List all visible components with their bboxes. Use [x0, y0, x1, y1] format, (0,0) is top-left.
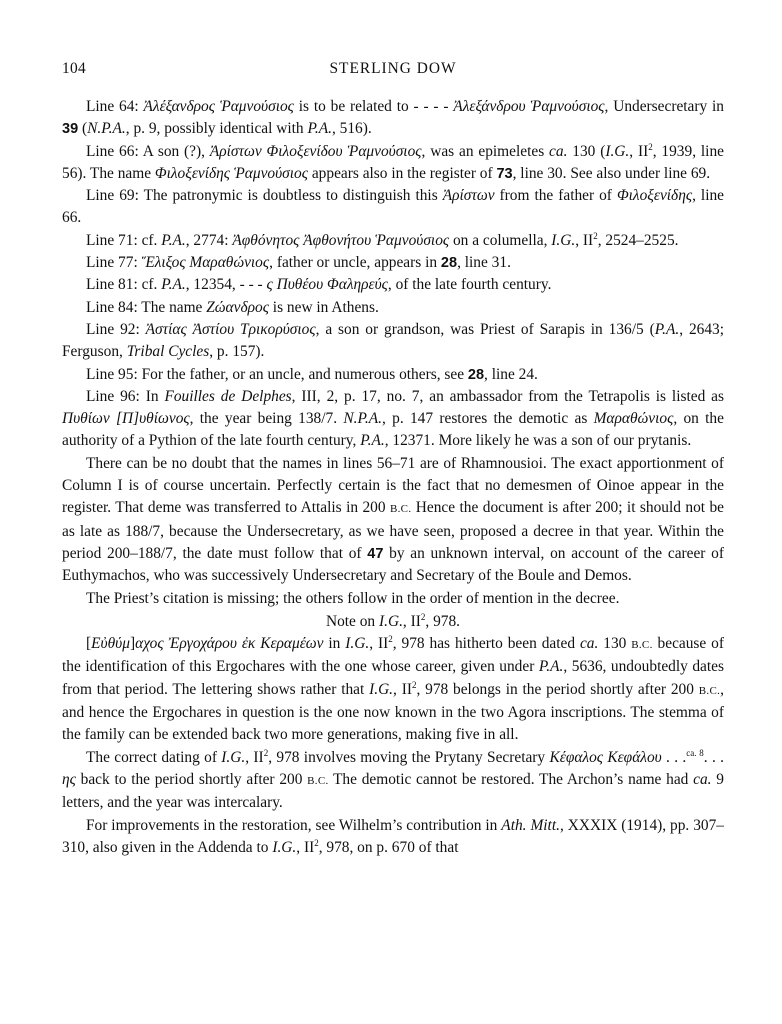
greek-text: Ἕλιξος Μαραθώνιος [141, 254, 270, 272]
italic-text: P.A. [360, 432, 385, 450]
text-run: , 2524–2525. [597, 231, 679, 249]
text-run: , on the authority of a Pythion of the late fourth century, [62, 410, 724, 450]
superscript: 2 [420, 611, 426, 622]
running-head: STERLING DOW [329, 60, 457, 77]
note-line-81 [62, 274, 724, 296]
italic-text: Fouilles de Delphes [164, 387, 292, 405]
italic-text: Ath. Mitt. [501, 816, 560, 834]
page-number: 104 [62, 60, 86, 77]
text-run: , II [245, 748, 264, 766]
reference-number: 73 [496, 165, 513, 182]
text-run: , 978. [425, 612, 461, 630]
text-run: from the father of [494, 187, 617, 205]
greek-text: Φιλοξενίδης [616, 187, 693, 205]
section-subheading [62, 611, 724, 633]
paragraph-priest-citation [62, 588, 724, 610]
text-run: The demotic cannot be restored. The Archon’s name had [328, 770, 694, 788]
text-run: in [323, 635, 346, 653]
italic-text: I.G. [272, 838, 297, 856]
italic-text: I.G. [378, 612, 403, 630]
text-run: , 12354, - - - [185, 276, 267, 294]
italic-text: I.G. [345, 635, 370, 653]
note-line-96 [62, 386, 724, 453]
italic-text: I.G. [551, 231, 576, 249]
text-run: , a son or grandson, was Priest of Sarapis in 136/5 ( [315, 320, 655, 338]
text-run: 9 letters, and the year was intercalary. [62, 770, 724, 812]
text-run: , p. 9, possibly identical with [125, 120, 308, 138]
text-run: , p. 157). [209, 343, 265, 361]
text-run: , 978 belongs in the period shortly after 200 [416, 680, 699, 698]
greek-text: Μαραθώνιος [593, 410, 674, 428]
paragraph-ergochares [62, 633, 724, 746]
text-run: Line 92: [86, 320, 146, 338]
greek-text: ς Πυθέου Φαληρεύς [266, 276, 388, 294]
italic-text: ca. [549, 142, 568, 160]
note-line-84 [62, 297, 724, 319]
greek-text: Ἀφθόνητος Ἀφθονήτου Ῥαμνούσιος [232, 231, 450, 249]
superscript: 2 [593, 230, 598, 241]
text-run: , of the late fourth century. [387, 276, 552, 294]
text-run: There can be no doubt that the names in lines 56–71 are of Rhamnousioi. The exact apportionment of Column I is of course uncertain. Perfectly certain is the fact that no demesmen of Oinoe appear in the register. That deme was transferred to Attalis in 200 [62, 454, 724, 517]
text-run: The Priest’s citation is missing; the others follow in the order of mention in the decree. [86, 589, 620, 607]
text-run: 130 ( [567, 142, 606, 160]
text-run: , II [369, 635, 389, 653]
text-run: , 978 has hitherto been dated [392, 635, 580, 653]
text-run: , line 31. [457, 254, 511, 272]
note-line-69 [62, 185, 724, 230]
text-run: , was an epimeletes [421, 142, 550, 160]
small-caps: B.C. [631, 639, 653, 652]
greek-text: Ἀρίστων Φιλοξενίδου Ῥαμνούσιος [209, 142, 422, 160]
text-run: , 5636, undoubtedly dates from that period. The lettering shows rather that [62, 658, 724, 698]
text-run: The correct dating of [86, 748, 222, 766]
reference-number: 47 [367, 545, 384, 562]
superscript: 2 [411, 679, 417, 690]
text-run: . . . [703, 748, 724, 766]
text-run: by an unknown interval, on account of the career of Euthymachos, who was successively Undersecretary and Secretary of the Boule and Demos. [62, 544, 724, 585]
note-line-95 [62, 364, 724, 386]
text-run: , 1939, line 56). The name [62, 142, 724, 182]
text-run: , 978 involves moving the Prytany Secretary [268, 748, 550, 766]
text-run: Note on [325, 612, 379, 630]
text-run: Line 96: In [86, 387, 165, 405]
greek-text: Ἀρίστων [442, 187, 495, 205]
text-run: . . . [661, 748, 687, 766]
text-run: Line 69: The patronymic is doubtless to distinguish this [86, 187, 443, 205]
text-run: Line 71: cf. [86, 231, 162, 249]
italic-text: P.A. [161, 276, 186, 294]
text-run: Line 95: For the father, or an uncle, and numerous others, see [86, 365, 468, 383]
text-run: , 2774: [185, 231, 233, 249]
greek-text: Πυθίων [Π]υθίωνος [62, 410, 190, 428]
italic-text: N.P.A. [343, 410, 382, 428]
text-run: appears also in the register of [308, 164, 497, 182]
text-run: , 978, on p. 670 of that [318, 838, 459, 856]
greek-text: Κέφαλος Κεφάλου [549, 748, 662, 766]
text-run: back to the period shortly after 200 [75, 770, 308, 788]
paragraph-correct-dating [62, 747, 724, 815]
text-run: , Undersecretary in [604, 98, 724, 115]
text-run: , p. 147 restores the demotic as [382, 410, 594, 428]
text-run: , line 24. [484, 365, 538, 383]
italic-text: P.A. [307, 120, 332, 138]
text-run: Hence the document is after 200; it should not be as late as 188/7, because the Undersecretary, as we have seen, proposed a decree in that year. Within the period 200–188/7, the date must follow that of [62, 499, 724, 562]
text-run: on a columella, [449, 231, 552, 249]
text-run: Line 64: [86, 98, 144, 115]
text-run: Line 66: A son (?), [86, 142, 210, 160]
text-run: Line 81: cf. [86, 276, 162, 294]
note-line-77 [62, 252, 724, 274]
superscript: 2 [263, 747, 269, 758]
italic-text: I.G. [369, 680, 394, 698]
text-run: because of the identification of this Ergochares with the one whose career, given under [62, 635, 724, 676]
text-run: , II [393, 680, 412, 698]
note-line-71 [62, 230, 724, 252]
text-run: , II [296, 838, 315, 856]
page-header [62, 58, 724, 82]
note-line-64 [62, 96, 724, 141]
reference-number: 28 [467, 366, 485, 383]
superscript: 2 [388, 634, 393, 644]
greek-text: Εὐθύμ [91, 635, 130, 653]
note-line-66 [62, 141, 724, 186]
greek-text: αχος Ἐργοχάρου ἐκ Κεραμέων [135, 635, 324, 653]
italic-text: ca. [693, 770, 712, 788]
italic-text: ca. [579, 635, 599, 653]
greek-text: Ἀστίας Ἀστίου Τρικορύσιος [145, 320, 316, 338]
italic-text: I.G. [221, 748, 246, 766]
reference-number: 39 [62, 121, 79, 138]
text-run: , II [575, 231, 594, 249]
text-run: , 516). [331, 120, 372, 138]
greek-text: Ἀλέξανδρος Ῥαμνούσιος [143, 98, 294, 115]
paragraph-rhamnousioi [62, 453, 724, 588]
paragraph-improvements [62, 815, 724, 860]
text-run: [ [86, 635, 92, 653]
greek-text: ης [62, 770, 76, 788]
greek-text: Ἀλεξάνδρου Ῥαμνούσιος [453, 98, 605, 115]
small-caps: B.C. [307, 774, 329, 787]
italic-text: P.A. [161, 231, 186, 249]
text-run: , father or uncle, appears in [269, 254, 441, 272]
text-run: , XXXIX (1914), pp. 307–310, also given in the Addenda to [62, 816, 724, 856]
text-run: , and hence the Ergochares in question is the one now known in the two Agora inscriptions. The stemma of the family can be extended back two more generations, making five in all. [62, 680, 724, 744]
italic-text: P.A. [538, 658, 564, 676]
superscript: ca. 8 [686, 747, 704, 758]
greek-text: Ζώανδρος [206, 298, 269, 316]
text-run: , II [402, 612, 421, 630]
superscript: 2 [648, 141, 653, 152]
text-run: Line 84: The name [86, 298, 207, 316]
text-run: , 2643; Ferguson, [62, 320, 725, 361]
text-run: , II [629, 142, 649, 160]
text-run: , the year being 138/7. [189, 410, 344, 428]
italic-text: Tribal Cycles [126, 343, 210, 361]
small-caps: B.C. [390, 503, 412, 516]
text-run: is to be related to - - - - [293, 98, 454, 115]
text-run: , III, 2, p. 17, no. 7, an ambassador from the Tetrapolis is listed as [291, 387, 724, 405]
greek-text: Φιλοξενίδης Ῥαμνούσιος [154, 164, 308, 182]
note-line-92 [62, 319, 724, 364]
text-run: , 12371. More likely he was a son of our prytanis. [384, 432, 692, 450]
text-run: ( [78, 120, 88, 138]
body-text [62, 96, 724, 859]
text-run: 130 [598, 635, 632, 653]
text-run: , line 30. See also under line 69. [512, 164, 711, 182]
text-run: is new in Athens. [268, 298, 379, 316]
text-run: , line 66. [62, 187, 725, 227]
italic-text: I.G. [605, 142, 630, 160]
italic-text: N.P.A. [87, 120, 126, 138]
small-caps: B.C. [698, 684, 721, 697]
reference-number: 28 [440, 255, 458, 272]
text-run: For improvements in the restoration, see Wilhelm’s contribution in [86, 816, 502, 834]
text-run: Line 77: [86, 254, 142, 272]
superscript: 2 [314, 837, 319, 848]
italic-text: P.A. [654, 320, 680, 338]
text-run: ] [129, 635, 136, 653]
